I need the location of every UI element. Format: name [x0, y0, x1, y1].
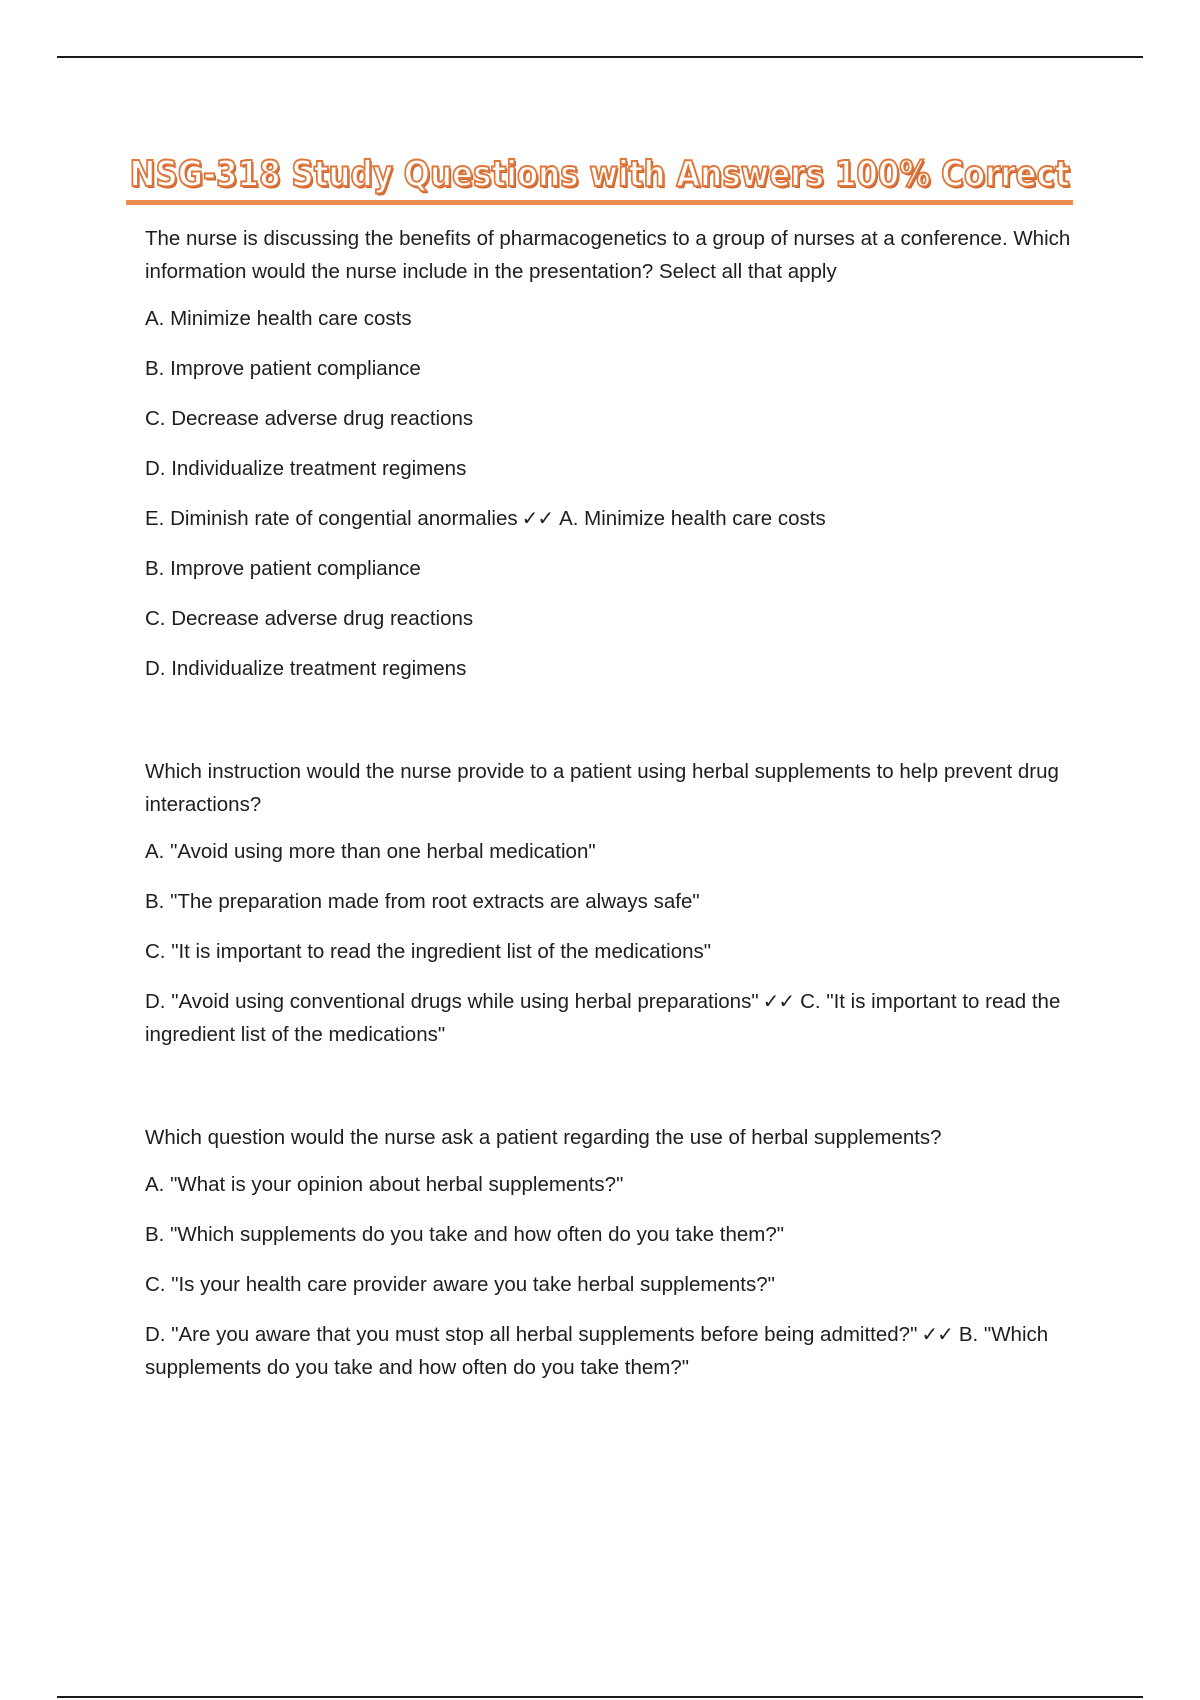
- document-title-text: NSG-318 Study Questions with Answers 100% Correct: [126, 150, 1073, 205]
- question-3-option-a: A. "What is your opinion about herbal supplements?": [145, 1173, 624, 1196]
- question-3-option-c: C. "Is your health care provider aware you take herbal supplements?": [145, 1273, 775, 1296]
- question-1-option-e: E. Diminish rate of congential anormalies: [145, 507, 518, 530]
- question-2-stem: Which instruction would the nurse provide to a patient using herbal supplements to help prevent drug interactions?: [145, 760, 1059, 816]
- question-3-stem: Which question would the nurse ask a patient regarding the use of herbal supplements?: [145, 1126, 942, 1149]
- question-3-answer: B. "Which supplements do you take and how often do you take them?": [145, 1323, 1049, 1379]
- double-check-icon: ✓✓: [521, 506, 554, 530]
- question-1-answer-a: A. Minimize health care costs: [559, 507, 826, 530]
- double-check-icon: ✓✓: [921, 1322, 953, 1346]
- question-1-option-b: B. Improve patient compliance: [145, 357, 421, 380]
- question-3: [145, 1121, 1075, 1384]
- question-1-answer-b: B. Improve patient compliance: [145, 557, 421, 580]
- question-2-answer: C. "It is important to read the ingredient list of the medications": [145, 990, 1061, 1046]
- question-3-option-d: D. "Are you aware that you must stop all herbal supplements before being admitted?": [145, 1323, 918, 1346]
- question-1-answer-d: D. Individualize treatment regimens: [145, 657, 467, 680]
- question-2-option-a: A. "Avoid using more than one herbal medication": [145, 840, 596, 863]
- question-1-stem: The nurse is discussing the benefits of pharmacogenetics to a group of nurses at a conference. Which information would the nurse include in the presentation? Select all that apply: [145, 227, 1071, 283]
- question-3-option-b: B. "Which supplements do you take and how often do you take them?": [145, 1223, 785, 1246]
- bottom-rule: [57, 1696, 1143, 1698]
- document-title: [0, 150, 1200, 205]
- question-3-option-d-with-answer: [145, 1318, 1075, 1384]
- question-2: [145, 755, 1075, 1051]
- question-1-option-d: D. Individualize treatment regimens: [145, 457, 467, 480]
- question-1-option-a: A. Minimize health care costs: [145, 307, 412, 330]
- question-2-option-d: D. "Avoid using conventional drugs while using herbal preparations": [145, 990, 759, 1013]
- question-2-option-c: C. "It is important to read the ingredient list of the medications": [145, 940, 712, 963]
- double-check-icon: ✓✓: [762, 989, 795, 1013]
- document-body: [145, 222, 1075, 1384]
- question-1-option-e-with-answer: [145, 502, 1075, 535]
- spacer: [145, 1051, 1075, 1121]
- spacer: [145, 685, 1075, 755]
- question-2-option-d-with-answer: [145, 985, 1075, 1051]
- top-rule: [57, 56, 1143, 58]
- question-1: [145, 222, 1075, 685]
- question-1-option-c: C. Decrease adverse drug reactions: [145, 407, 474, 430]
- question-2-option-b: B. "The preparation made from root extracts are always safe": [145, 890, 700, 913]
- question-1-answer-c: C. Decrease adverse drug reactions: [145, 607, 474, 630]
